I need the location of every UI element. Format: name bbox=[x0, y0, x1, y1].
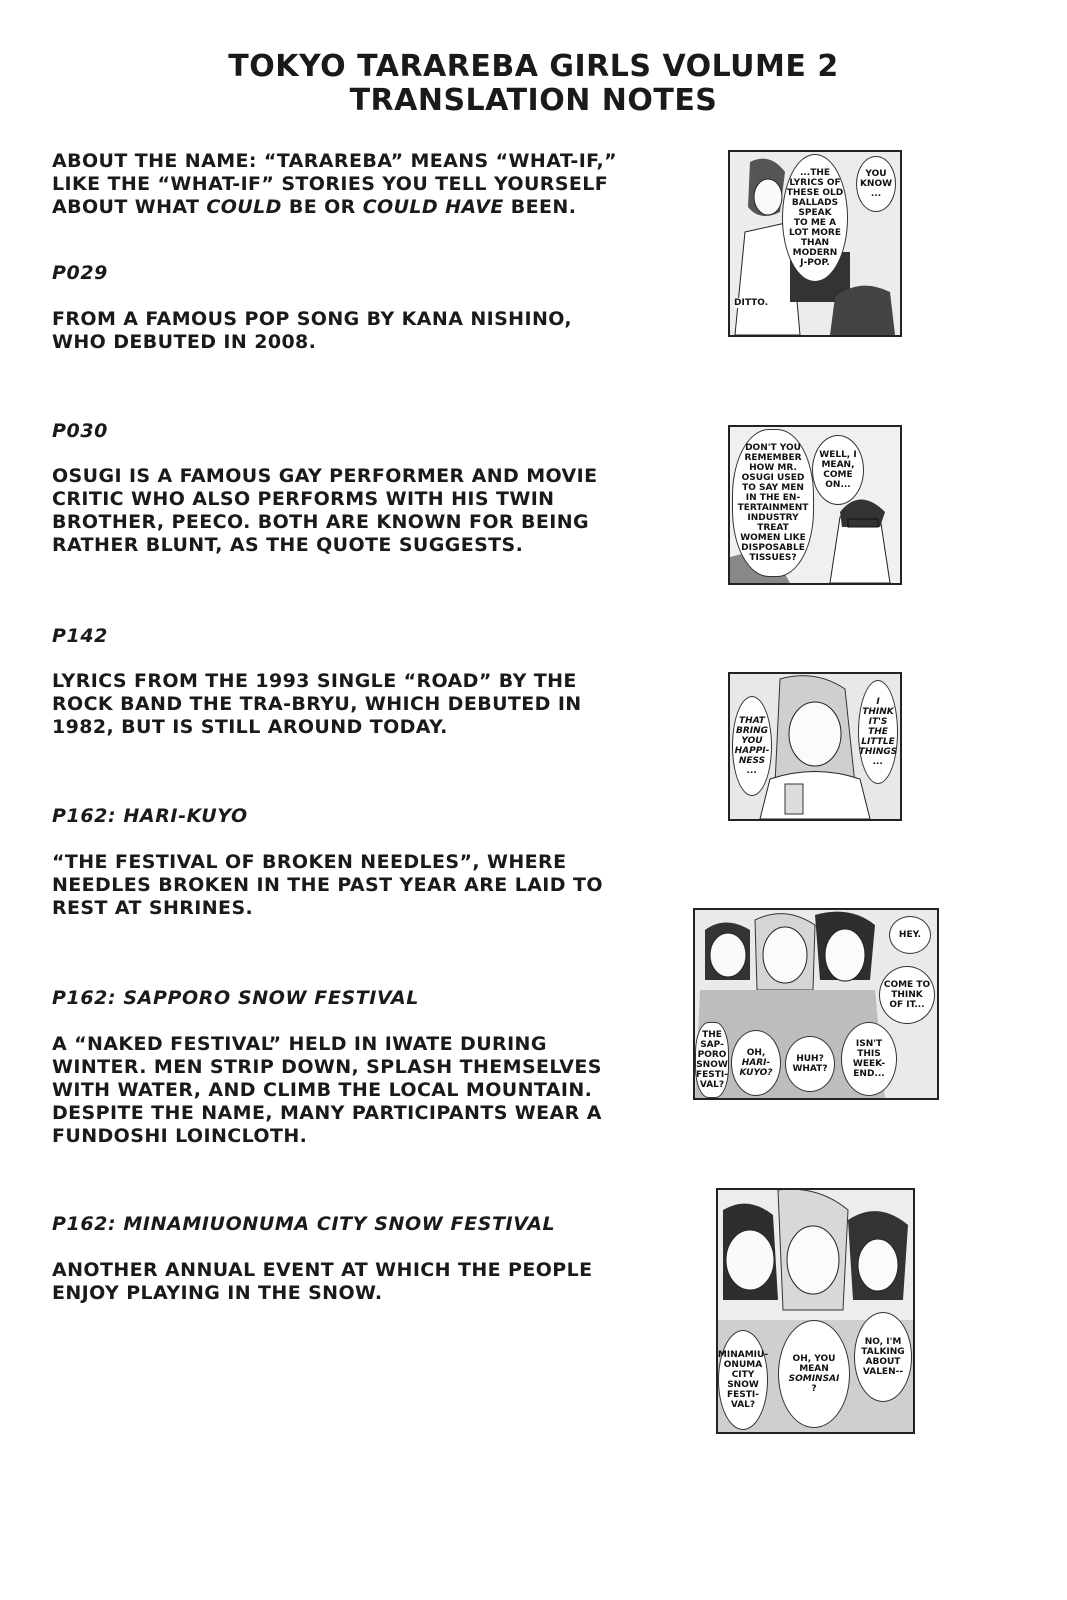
note-line: ROCK BAND THE TRA-BRYU, WHICH DEBUTED IN bbox=[52, 693, 582, 715]
bubble-text bbox=[738, 443, 809, 563]
note-line: OSUGI IS A FAMOUS GAY PERFORMER AND MOVIE bbox=[52, 465, 598, 487]
bubble-line: OSUGI USED bbox=[741, 473, 805, 483]
bubble-line: ...THE bbox=[799, 168, 831, 178]
bubble-line: VAL? bbox=[699, 1080, 725, 1090]
note-line: FUNDOSHI LOINCLOTH. bbox=[52, 1125, 308, 1147]
note-line: NEEDLES BROKEN IN THE PAST YEAR ARE LAID TO bbox=[52, 874, 603, 896]
bubble-line: OH, YOU bbox=[792, 1354, 836, 1364]
intro-text: ABOUT WHAT bbox=[52, 196, 207, 218]
bubble-line: SNOW bbox=[727, 1380, 759, 1390]
bubble-line: DON'T YOU bbox=[745, 443, 801, 453]
bubble-line: MINAMIU- bbox=[717, 1350, 769, 1360]
bubble-line: TO SAY MEN bbox=[742, 483, 804, 493]
note-body bbox=[52, 670, 582, 739]
bubble-line: CITY bbox=[731, 1370, 755, 1380]
note-line: WINTER. MEN STRIP DOWN, SPLASH THEMSELVES bbox=[52, 1056, 602, 1078]
speech-bubble bbox=[812, 435, 864, 505]
bubble-line: SAP- bbox=[700, 1040, 724, 1050]
bubble-line: THAN bbox=[800, 238, 830, 248]
bubble-line: THINK bbox=[862, 707, 894, 717]
bubble-line: J-POP. bbox=[800, 258, 830, 268]
note-line: A “NAKED FESTIVAL” HELD IN IWATE DURING bbox=[52, 1033, 547, 1055]
bubble-line: BRING bbox=[735, 726, 769, 736]
note-line: REST AT SHRINES. bbox=[52, 897, 254, 919]
note-line: BROTHER, PEECO. BOTH ARE KNOWN FOR BEING bbox=[52, 511, 590, 533]
intro-emphasis: COULD HAVE bbox=[362, 196, 504, 218]
manga-panel-p030 bbox=[728, 425, 902, 585]
bubble-line: THAT bbox=[739, 716, 765, 726]
note-line: “THE FESTIVAL OF BROKEN NEEDLES”, WHERE bbox=[52, 851, 567, 873]
speech-bubble bbox=[732, 696, 772, 796]
bubble-line: YOU bbox=[741, 736, 763, 746]
note-body bbox=[52, 851, 603, 920]
note-line: WITH WATER, AND CLIMB THE LOCAL MOUNTAIN. bbox=[52, 1079, 593, 1101]
bubble-line: THINK bbox=[891, 990, 923, 1000]
speech-bubble bbox=[856, 156, 896, 212]
intro-line-2: LIKE THE “WHAT-IF” STORIES YOU TELL YOURSELF bbox=[52, 173, 609, 195]
intro-paragraph bbox=[52, 150, 617, 219]
speech-bubble bbox=[731, 1030, 781, 1096]
speech-bubble bbox=[879, 966, 935, 1024]
bubble-line: FESTI- bbox=[696, 1070, 729, 1080]
bubble-line: THE bbox=[702, 1030, 722, 1040]
bubble-text bbox=[859, 697, 897, 767]
bubble-line: SPEAK bbox=[798, 208, 832, 218]
bubble-line: WOMEN LIKE bbox=[740, 533, 806, 543]
bubble-text bbox=[861, 1337, 904, 1377]
bubble-text bbox=[718, 1350, 768, 1410]
bubble-line: ... bbox=[872, 757, 884, 767]
bubble-line: WHAT? bbox=[792, 1064, 828, 1074]
bubble-line: SOMINSAI bbox=[788, 1374, 840, 1384]
bubble-line: ISN'T bbox=[855, 1039, 883, 1049]
bubble-line: VAL? bbox=[730, 1400, 756, 1410]
bubble-line: HUH? bbox=[796, 1054, 824, 1064]
bubble-line: LYRICS OF bbox=[789, 178, 841, 188]
note-line: FROM A FAMOUS POP SONG BY KANA NISHINO, bbox=[52, 308, 572, 330]
bubble-line: NESS bbox=[738, 756, 766, 766]
note-body bbox=[52, 308, 572, 354]
bubble-line: IT'S THE bbox=[868, 717, 888, 737]
bubble-line: THESE OLD bbox=[786, 188, 844, 198]
speech-bubble bbox=[778, 1320, 850, 1428]
bubble-line: COME TO bbox=[883, 980, 931, 990]
bubble-text bbox=[789, 1354, 840, 1394]
bubble-line: ON... bbox=[825, 480, 851, 490]
bubble-line: DISPOSABLE bbox=[741, 543, 805, 553]
intro-emphasis: COULD bbox=[206, 196, 282, 218]
bubble-line: ? bbox=[811, 1384, 817, 1394]
bubble-line: REMEMBER bbox=[744, 453, 802, 463]
bubble-text bbox=[884, 980, 930, 1010]
note-line: LYRICS FROM THE 1993 SINGLE “ROAD” BY THE bbox=[52, 670, 577, 692]
speech-bubble bbox=[718, 1330, 768, 1430]
note-body bbox=[52, 1033, 602, 1148]
bubble-text bbox=[860, 169, 892, 199]
manga-panel-p162-sapporo bbox=[693, 908, 939, 1100]
bubble-line: IN THE EN- bbox=[745, 493, 801, 503]
speech-bubble bbox=[889, 916, 931, 954]
bubble-line: SNOW bbox=[696, 1060, 728, 1070]
bubble-line: MODERN bbox=[792, 248, 838, 258]
intro-line-3 bbox=[52, 196, 576, 218]
bubble-line: PORO bbox=[697, 1050, 727, 1060]
bubble-line: TISSUES? bbox=[749, 553, 797, 563]
bubble-line: MEAN, bbox=[821, 460, 855, 470]
speech-bubble bbox=[854, 1312, 912, 1402]
bubble-text bbox=[899, 930, 921, 940]
bubble-text bbox=[787, 168, 843, 268]
bubble-line: OF IT... bbox=[889, 1000, 925, 1010]
speech-bubble bbox=[732, 429, 814, 577]
bubble-line: MEAN bbox=[799, 1364, 829, 1374]
bubble-line: END... bbox=[853, 1069, 885, 1079]
note-line: RATHER BLUNT, AS THE QUOTE SUGGESTS. bbox=[52, 534, 524, 556]
bubble-line: WEEK- bbox=[852, 1059, 886, 1069]
bubble-line: LOT MORE bbox=[788, 228, 841, 238]
note-heading: P029 bbox=[52, 262, 108, 284]
note-line: ANOTHER ANNUAL EVENT AT WHICH THE PEOPLE bbox=[52, 1259, 593, 1281]
bubble-text bbox=[735, 716, 770, 776]
bubble-line: TERTAINMENT bbox=[737, 503, 809, 513]
note-heading: P162: HARI-KUYO bbox=[52, 805, 248, 827]
bubble-line: ... bbox=[746, 766, 758, 776]
note-line: DESPITE THE NAME, MANY PARTICIPANTS WEAR A bbox=[52, 1102, 602, 1124]
bubble-line: FESTI- bbox=[726, 1390, 759, 1400]
manga-panel-p162-minamiuonuma bbox=[716, 1188, 915, 1434]
page-title bbox=[0, 50, 1067, 118]
bubble-line: ONUMA bbox=[723, 1360, 763, 1370]
bubble-line: INDUSTRY bbox=[747, 513, 799, 523]
speech-bubble bbox=[858, 680, 898, 784]
intro-text: BEEN. bbox=[503, 196, 577, 218]
bubble-line: KNOW bbox=[859, 179, 893, 189]
note-body bbox=[52, 1259, 592, 1305]
speech-bubble bbox=[695, 1022, 729, 1098]
note-line: WHO DEBUTED IN 2008. bbox=[52, 331, 317, 353]
manga-panel-p029 bbox=[728, 150, 902, 337]
bubble-line: ... bbox=[870, 189, 882, 199]
note-line: CRITIC WHO ALSO PERFORMS WITH HIS TWIN bbox=[52, 488, 555, 510]
bubble-text bbox=[739, 1048, 772, 1078]
bubble-line: COME bbox=[823, 470, 853, 480]
bubble-line: TO ME A bbox=[793, 218, 837, 228]
bubble-text bbox=[696, 1030, 728, 1090]
bubble-line: HARI- bbox=[741, 1058, 771, 1068]
bubble-line: THIS bbox=[857, 1049, 881, 1059]
speech-bubble bbox=[782, 154, 848, 282]
bubble-line: TREAT bbox=[757, 523, 789, 533]
note-line: 1982, BUT IS STILL AROUND TODAY. bbox=[52, 716, 448, 738]
bubble-line: YOU bbox=[865, 169, 887, 179]
note-heading: P030 bbox=[52, 420, 108, 442]
bubble-line: HEY. bbox=[898, 930, 922, 940]
intro-text: BE OR bbox=[281, 196, 363, 218]
note-heading: P142 bbox=[52, 625, 108, 647]
bubble-text bbox=[819, 450, 856, 490]
bubble-line: VALEN-- bbox=[862, 1367, 904, 1377]
bubble-text bbox=[853, 1039, 885, 1079]
note-line: ENJOY PLAYING IN THE SNOW. bbox=[52, 1282, 383, 1304]
speech-bubble bbox=[841, 1022, 897, 1096]
bubble-line: HAPPI- bbox=[734, 746, 770, 756]
bubble-line: THINGS bbox=[858, 747, 898, 757]
bubble-line: I bbox=[876, 697, 880, 707]
bubble-line: BALLADS bbox=[791, 198, 839, 208]
title-line-2: TRANSLATION NOTES bbox=[349, 83, 718, 118]
note-heading: P162: SAPPORO SNOW FESTIVAL bbox=[52, 987, 419, 1009]
bubble-line: OH, bbox=[746, 1048, 766, 1058]
manga-panel-p142 bbox=[728, 672, 902, 821]
bubble-line: WELL, I bbox=[819, 450, 857, 460]
bubble-line: ABOUT bbox=[865, 1357, 901, 1367]
title-line-1: TOKYO TARAREBA GIRLS VOLUME 2 bbox=[228, 49, 839, 84]
bubble-line: NO, I'M bbox=[864, 1337, 902, 1347]
bubble-line: TALKING bbox=[861, 1347, 905, 1357]
bubble-line: KUYO? bbox=[739, 1068, 773, 1078]
speech-bubble bbox=[785, 1036, 835, 1092]
bubble-line: LITTLE bbox=[861, 737, 895, 747]
note-heading: P162: MINAMIUONUMA CITY SNOW FESTIVAL bbox=[52, 1213, 556, 1235]
note-body bbox=[52, 465, 598, 557]
bubble-text bbox=[792, 1054, 827, 1074]
bubble-line: HOW MR. bbox=[749, 463, 797, 473]
intro-line-1: ABOUT THE NAME: “TARAREBA” MEANS “WHAT-IF,” bbox=[52, 150, 617, 172]
panel-caption: DITTO. bbox=[734, 298, 769, 308]
